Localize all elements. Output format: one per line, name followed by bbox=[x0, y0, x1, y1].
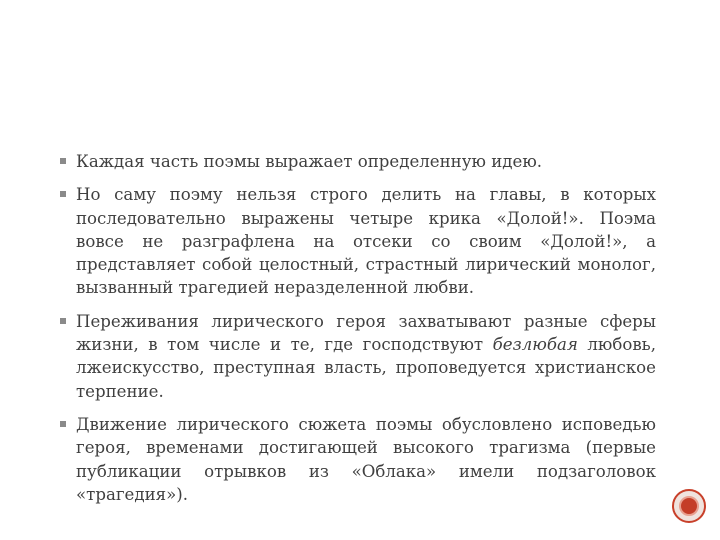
square-bullet-icon bbox=[60, 191, 66, 197]
bullet-text: Но саму поэму нельзя строго делить на главы, в которых последовательно выражены четыре крика «Долой!». Поэма вовсе не разграфлена на отсеки со своим «Долой!», а представляет собой целостный, страстный лирический монолог, вызванный трагедией неразделенной любви. bbox=[76, 185, 656, 298]
square-bullet-icon bbox=[60, 318, 66, 324]
square-bullet-icon bbox=[60, 158, 66, 164]
slide-nav-button[interactable] bbox=[672, 489, 706, 523]
circle-nav-icon bbox=[679, 496, 699, 516]
bullet-text: Каждая часть поэмы выражает определенную идею. bbox=[76, 152, 543, 171]
bullet-item-3 bbox=[60, 310, 656, 403]
bullet-text: Движение лирического сюжета поэмы обусловлено исповедью героя, временами достигающей высокого трагизма (первые публикации отрывков из «Облака» имели подзаголовок «трагедия»). bbox=[76, 414, 656, 504]
bullet-item-1 bbox=[60, 150, 656, 173]
bullet-item-4 bbox=[60, 413, 656, 506]
square-bullet-icon bbox=[60, 421, 66, 427]
bullet-text-before: Переживания лирического героя захватывают разные сферы жизни, в том числе и те, где господствуют bbox=[76, 311, 656, 355]
bullet-text-italic: безлюбая bbox=[492, 335, 578, 355]
bullet-item-2 bbox=[60, 183, 656, 299]
bullet-list bbox=[60, 150, 656, 516]
bullet-text-after: любовь, лжеискусство, преступная власть, проповедуется христианское терпение. bbox=[76, 335, 656, 401]
